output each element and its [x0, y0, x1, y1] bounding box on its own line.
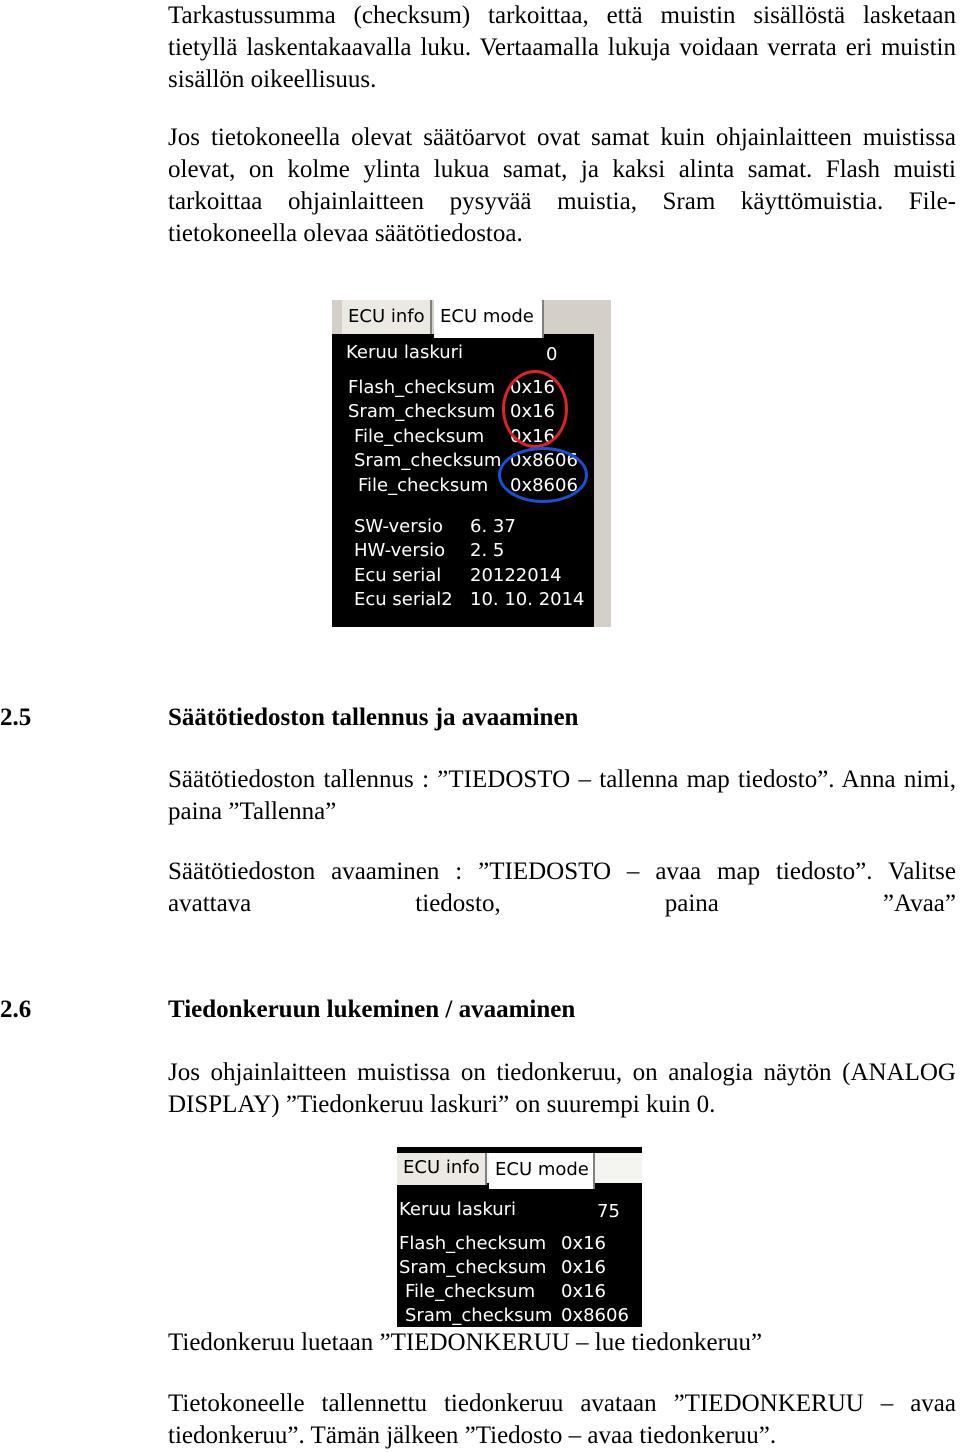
paragraph-datalog-read: Tiedonkeruu luetaan ”TIEDONKERUU – lue tiedonkeruu” — [168, 1329, 763, 1356]
blue-highlight-ring — [498, 447, 588, 503]
label-file-checksum: File_checksum — [354, 426, 485, 447]
ecu-info-panel-2 — [397, 1147, 642, 1327]
value-sram-checksum: 0x16 — [561, 1257, 607, 1278]
label-keruu-laskuri: Keruu laskuri — [346, 342, 464, 363]
label-file-checksum-2: File_checksum — [358, 475, 489, 496]
section-heading-2-5 — [0, 702, 960, 734]
value-file-checksum-2: 0x8606 — [510, 475, 578, 496]
tab-ecu-info[interactable]: ECU info — [342, 300, 432, 334]
label-ecu-serial2: Ecu serial2 — [354, 589, 453, 610]
value-ecu-serial: 20122014 — [470, 565, 562, 586]
paragraph-save-instructions: Säätötiedoston tallennus : ”TIEDOSTO – tallenna map tiedosto”. Anna nimi, paina ”Tallenna” — [168, 766, 956, 825]
value-hw-versio: 2. 5 — [470, 540, 505, 561]
tab-ecu-mode[interactable]: ECU mode — [434, 300, 544, 338]
paragraph-datalog-open: Tietokoneelle tallennettu tiedonkeruu avataan ”TIEDONKERUU – avaa tiedonkeruu”. Tämän jälkeen ”Tiedosto – avaa tiedonkeruu”. — [168, 1390, 956, 1449]
label-sram-checksum-2: Sram_checksum — [354, 450, 502, 471]
value-sram-checksum-2: 0x8606 — [561, 1305, 629, 1326]
red-highlight-ring — [502, 370, 568, 448]
label-sram-checksum: Sram_checksum — [399, 1257, 547, 1278]
section-number: 2.6 — [0, 996, 32, 1023]
label-keruu-laskuri: Keruu laskuri — [399, 1199, 517, 1220]
label-hw-versio: HW-versio — [354, 540, 446, 561]
tab-ecu-mode[interactable]: ECU mode — [489, 1153, 595, 1189]
section-heading-2-6 — [0, 994, 960, 1026]
value-flash-checksum: 0x16 — [561, 1233, 607, 1254]
paragraph-checksum-intro: Tarkastussumma (checksum) tarkoittaa, että muistin sisällöstä lasketaan tietyllä laskentakaavalla luku. Vertaamalla lukuja voidaan verrata eri muistin sisällön oikeellisuus. — [168, 2, 956, 93]
paragraph-open-instructions: Säätötiedoston avaaminen : ”TIEDOSTO – avaa map tiedosto”. Valitse avattava tiedosto, paina ”Avaa” — [168, 858, 956, 917]
value-sw-versio: 6. 37 — [470, 516, 516, 537]
value-keruu-laskuri: 0 — [546, 344, 558, 365]
value-sram-checksum-2: 0x8606 — [510, 450, 578, 471]
label-sw-versio: SW-versio — [354, 516, 444, 537]
section-title: Tiedonkeruun lukeminen / avaaminen — [168, 996, 576, 1023]
ecu-info-panel-1 — [332, 300, 611, 627]
paragraph-checksum-compare: Jos tietokoneella olevat säätöarvot ovat samat kuin ohjainlaitteen muistissa olevat, on kolme ylinta lukua samat, ja kaksi alinta samat. Flash muisti tarkoittaa ohjainlaitteen pysyvää muistia, Sram käyttömuistia. File- tietokoneella olevaa säätötiedostoa. — [168, 124, 956, 247]
label-sram-checksum: Sram_checksum — [348, 401, 496, 422]
value-keruu-laskuri: 75 — [597, 1201, 620, 1222]
label-flash-checksum: Flash_checksum — [348, 377, 496, 398]
label-flash-checksum: Flash_checksum — [399, 1233, 547, 1254]
label-sram-checksum-2: Sram_checksum — [405, 1305, 553, 1326]
value-sram-checksum: 0x16 — [510, 401, 556, 422]
label-file-checksum: File_checksum — [405, 1281, 536, 1302]
tab-ecu-info[interactable]: ECU info — [397, 1153, 487, 1185]
section-title: Säätötiedoston tallennus ja avaaminen — [168, 704, 579, 731]
value-flash-checksum: 0x16 — [510, 377, 556, 398]
value-file-checksum: 0x16 — [510, 426, 556, 447]
panel-scroll-edge — [594, 300, 611, 627]
label-ecu-serial: Ecu serial — [354, 565, 442, 586]
value-file-checksum: 0x16 — [561, 1281, 607, 1302]
paragraph-datalog-intro: Jos ohjainlaitteen muistissa on tiedonkeruu, on analogia näytön (ANALOG DISPLAY) ”Tiedonkeruu laskuri” on suurempi kuin 0. — [168, 1059, 956, 1118]
section-number: 2.5 — [0, 704, 32, 731]
value-ecu-serial2: 10. 10. 2014 — [470, 589, 585, 610]
